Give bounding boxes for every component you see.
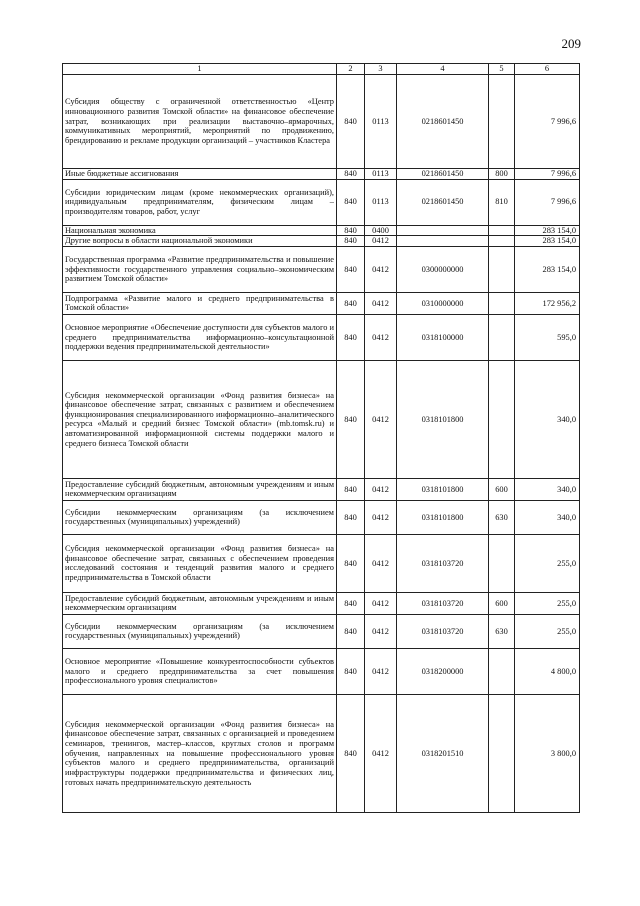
row-admin-code: 840 (337, 614, 365, 648)
row-expense-type: 600 (489, 592, 515, 614)
row-section-code: 0412 (365, 314, 397, 360)
table-row (63, 478, 580, 500)
row-amount: 255,0 (515, 614, 580, 648)
table-row (63, 360, 580, 478)
row-target-code: 0318101800 (397, 360, 489, 478)
row-section-code: 0113 (365, 169, 397, 180)
budget-table (62, 63, 580, 813)
table-row (63, 169, 580, 180)
row-expense-type (489, 246, 515, 292)
row-name: Подпрограмма «Развитие малого и среднего предпринимательства в Томской области» (63, 292, 337, 314)
header-row (63, 64, 580, 75)
row-amount: 255,0 (515, 534, 580, 592)
row-expense-type (489, 236, 515, 247)
row-amount: 7 996,6 (515, 179, 580, 225)
row-section-code: 0412 (365, 478, 397, 500)
row-expense-type: 630 (489, 614, 515, 648)
row-expense-type (489, 314, 515, 360)
row-target-code: 0318101800 (397, 500, 489, 534)
row-amount: 3 800,0 (515, 694, 580, 812)
row-admin-code: 840 (337, 694, 365, 812)
row-admin-code: 840 (337, 500, 365, 534)
row-admin-code: 840 (337, 169, 365, 180)
row-amount: 340,0 (515, 500, 580, 534)
table-row (63, 592, 580, 614)
row-admin-code: 840 (337, 75, 365, 169)
row-expense-type (489, 648, 515, 694)
table-row (63, 236, 580, 247)
row-name: Субсидии некоммерческим организациям (за исключением государственных (муниципальных) учреждений) (63, 500, 337, 534)
header-cell: 5 (489, 64, 515, 75)
row-name: Национальная экономика (63, 225, 337, 236)
row-admin-code: 840 (337, 534, 365, 592)
header-cell: 3 (365, 64, 397, 75)
row-target-code (397, 225, 489, 236)
table-row (63, 225, 580, 236)
row-amount: 283 154,0 (515, 246, 580, 292)
row-section-code: 0412 (365, 592, 397, 614)
row-target-code: 0310000000 (397, 292, 489, 314)
row-expense-type (489, 225, 515, 236)
row-amount: 340,0 (515, 360, 580, 478)
row-admin-code: 840 (337, 648, 365, 694)
header-cell: 4 (397, 64, 489, 75)
row-admin-code: 840 (337, 246, 365, 292)
row-section-code: 0400 (365, 225, 397, 236)
row-amount: 255,0 (515, 592, 580, 614)
row-admin-code: 840 (337, 225, 365, 236)
table-row (63, 314, 580, 360)
row-section-code: 0412 (365, 292, 397, 314)
row-name: Субсидии юридическим лицам (кроме некоммерческих организаций), индивидуальным предпринимателям, физическим лицам – производителям товаров, работ, услуг (63, 179, 337, 225)
row-target-code: 0300000000 (397, 246, 489, 292)
row-name: Субсидии некоммерческим организациям (за исключением государственных (муниципальных) учреждений) (63, 614, 337, 648)
row-name: Предоставление субсидий бюджетным, автономным учреждениям и иным некоммерческим организациям (63, 478, 337, 500)
row-amount: 340,0 (515, 478, 580, 500)
row-admin-code: 840 (337, 292, 365, 314)
table-row (63, 292, 580, 314)
table-row (63, 500, 580, 534)
row-section-code: 0113 (365, 179, 397, 225)
row-admin-code: 840 (337, 592, 365, 614)
table-row (63, 614, 580, 648)
row-target-code: 0218601450 (397, 75, 489, 169)
row-section-code: 0412 (365, 360, 397, 478)
header-cell: 2 (337, 64, 365, 75)
table-row (63, 648, 580, 694)
row-amount: 7 996,6 (515, 75, 580, 169)
table-row (63, 694, 580, 812)
table-row (63, 179, 580, 225)
row-admin-code: 840 (337, 179, 365, 225)
header-cell: 6 (515, 64, 580, 75)
row-section-code: 0412 (365, 614, 397, 648)
row-expense-type (489, 75, 515, 169)
row-target-code: 0218601450 (397, 179, 489, 225)
row-name: Субсидия обществу с ограниченной ответственностью «Центр инновационного развития Томской области» на финансовое обеспечение затрат, возникающих при реализации выставочно–ярмарочных, коммуникативных мероприятий, мероприятий по продвижению, брендированию и рекламе продукции организаций – участников Кластера (63, 75, 337, 169)
row-admin-code: 840 (337, 314, 365, 360)
row-amount: 172 956,2 (515, 292, 580, 314)
row-target-code: 0318200000 (397, 648, 489, 694)
row-target-code (397, 236, 489, 247)
row-name: Иные бюджетные ассигнования (63, 169, 337, 180)
row-name: Субсидия некоммерческой организации «Фонд развития бизнеса» на финансовое обеспечение затрат, связанных с развитием и обеспечением функционирования специализированного информационно–аналитического ресурса «Малый и средний бизнес Томской области» (mb.tomsk.ru) и автоматизированной информационной системы поддержки малого и среднего бизнеса Томской области (63, 360, 337, 478)
row-expense-type: 600 (489, 478, 515, 500)
header-cell: 1 (63, 64, 337, 75)
table-row (63, 75, 580, 169)
row-expense-type: 800 (489, 169, 515, 180)
row-section-code: 0113 (365, 75, 397, 169)
row-expense-type: 810 (489, 179, 515, 225)
row-expense-type: 630 (489, 500, 515, 534)
row-expense-type (489, 292, 515, 314)
row-section-code: 0412 (365, 500, 397, 534)
row-target-code: 0318103720 (397, 592, 489, 614)
table-row (63, 534, 580, 592)
row-admin-code: 840 (337, 360, 365, 478)
row-target-code: 0318201510 (397, 694, 489, 812)
row-section-code: 0412 (365, 236, 397, 247)
row-section-code: 0412 (365, 648, 397, 694)
row-admin-code: 840 (337, 478, 365, 500)
row-admin-code: 840 (337, 236, 365, 247)
row-target-code: 0318101800 (397, 478, 489, 500)
row-expense-type (489, 694, 515, 812)
row-name: Субсидия некоммерческой организации «Фонд развития бизнеса» на финансовое обеспечение затрат, связанных с организацией и проведением семинаров, тренингов, мастер–классов, круглых столов и программ обучения, направленных на повышение профессионального уровня субъектов малого и среднего предпринимательства, организаций инфраструктуры поддержки предпринимательства и физических лиц, готовых начать предпринимательскую деятельность (63, 694, 337, 812)
row-target-code: 0318103720 (397, 534, 489, 592)
page-number: 209 (561, 36, 581, 51)
table-row (63, 246, 580, 292)
row-name: Предоставление субсидий бюджетным, автономным учреждениям и иным некоммерческим организациям (63, 592, 337, 614)
row-target-code: 0318103720 (397, 614, 489, 648)
row-name: Основное мероприятие «Обеспечение доступности для субъектов малого и среднего предпринимательства информационно–консультационной поддержки ведения предпринимательской деятельности» (63, 314, 337, 360)
row-name: Другие вопросы в области национальной экономики (63, 236, 337, 247)
row-name: Субсидия некоммерческой организации «Фонд развития бизнеса» на финансовое обеспечение затрат, связанных с обеспечением проведения исследований состояния и тенденций развития малого и среднего предпринимательства в Томской области (63, 534, 337, 592)
row-amount: 283 154,0 (515, 236, 580, 247)
row-name: Государственная программа «Развитие предпринимательства и повышение эффективности государственного управления социально–экономическим развитием Томской области» (63, 246, 337, 292)
row-amount: 7 996,6 (515, 169, 580, 180)
row-target-code: 0218601450 (397, 169, 489, 180)
row-target-code: 0318100000 (397, 314, 489, 360)
row-section-code: 0412 (365, 246, 397, 292)
row-name: Основное мероприятие «Повышение конкурентоспособности субъектов малого и среднего предпринимательства за счет повышения профессионального уровня специалистов» (63, 648, 337, 694)
row-amount: 283 154,0 (515, 225, 580, 236)
row-amount: 595,0 (515, 314, 580, 360)
row-expense-type (489, 534, 515, 592)
row-section-code: 0412 (365, 534, 397, 592)
row-amount: 4 800,0 (515, 648, 580, 694)
row-section-code: 0412 (365, 694, 397, 812)
row-expense-type (489, 360, 515, 478)
